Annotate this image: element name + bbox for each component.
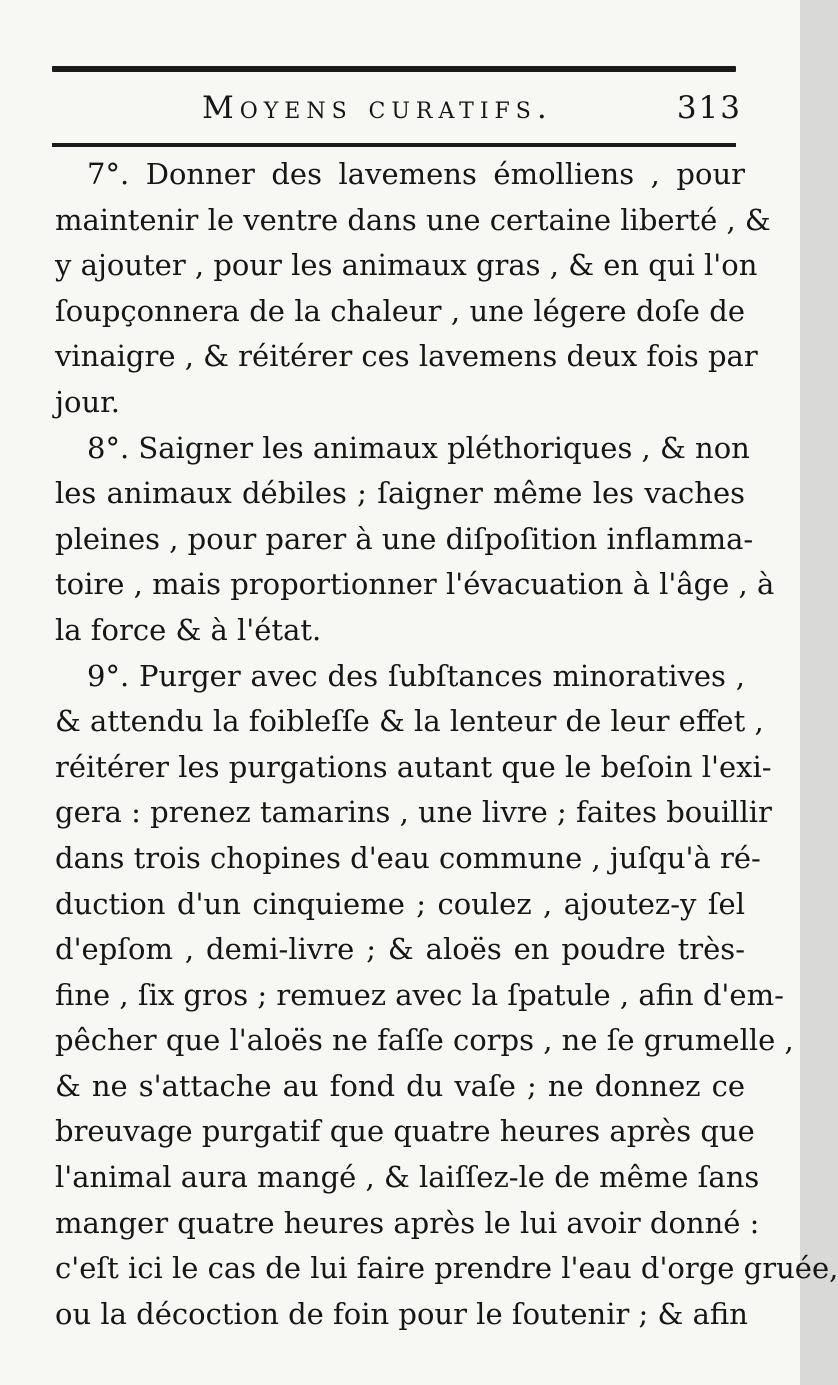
text-line: fine , ſix gros ; remuez avec la ſpatule , afin d'em- — [55, 977, 784, 1012]
text-line: y ajouter , pour les animaux gras , & en qui l'on — [55, 248, 758, 283]
text-line: l'animal aura mangé , & laiſſez-le de même ſans — [55, 1160, 760, 1195]
text-line: 9°. Purger avec des ſubſtances minoratives , — [87, 658, 745, 693]
text-line: toire , mais proportionner l'évacuation à l'âge , à — [55, 567, 775, 602]
text-line: 8°. Saigner les animaux pléthoriques , & non — [87, 430, 750, 465]
text-line: maintenir le ventre dans une certaine liberté , & — [55, 202, 771, 237]
running-title: Moyens curatifs. — [202, 90, 553, 126]
text-line: la force & à l'état. — [55, 612, 322, 647]
text-line: breuvage purgatif que quatre heures après que — [55, 1114, 755, 1149]
header-rule-top — [52, 66, 736, 72]
text-line: manger quatre heures après le lui avoir donné : — [55, 1205, 760, 1240]
body-text — [55, 152, 838, 1337]
header-rule-bottom — [52, 143, 736, 147]
text-line: ſoupçonnera de la chaleur , une légere doſe de — [55, 293, 745, 328]
text-line: pêcher que l'aloës ne faſſe corps , ne ſe grumelle , — [55, 1023, 794, 1058]
text-line: 7°. Donner des lavemens émolliens , pour — [87, 157, 745, 191]
text-line: jour. — [55, 384, 121, 419]
text-line: vinaigre , & réitérer ces lavemens deux fois par — [55, 339, 758, 374]
text-line: & ne s'attache au fond du vaſe ; ne donnez ce — [55, 1068, 745, 1103]
text-line: les animaux débiles ; ſaigner même les vaches — [55, 476, 745, 511]
running-header — [52, 84, 742, 132]
text-line: réitérer les purgations autant que le beſoin l'exi- — [55, 749, 772, 784]
text-line: duction d'un cinquieme ; coulez , ajoutez-y ſel — [55, 886, 745, 921]
page-number: 313 — [676, 90, 742, 126]
text-line: pleines , pour parer à une diſpoſition inflamma- — [55, 521, 754, 556]
text-line: c'eſt ici le cas de lui faire prendre l'eau d'orge gruée, — [55, 1251, 838, 1286]
text-line: d'epſom , demi-livre ; & aloës en poudre très- — [55, 932, 745, 967]
text-line: dans trois chopines d'eau commune , juſqu'à ré- — [55, 840, 761, 875]
text-line: & attendu la foibleſſe & la lenteur de leur effet , — [55, 704, 764, 739]
text-line: ou la décoction de foin pour le ſoutenir ; & afin — [55, 1296, 748, 1331]
text-line: gera : prenez tamarins , une livre ; faites bouillir — [55, 795, 772, 830]
